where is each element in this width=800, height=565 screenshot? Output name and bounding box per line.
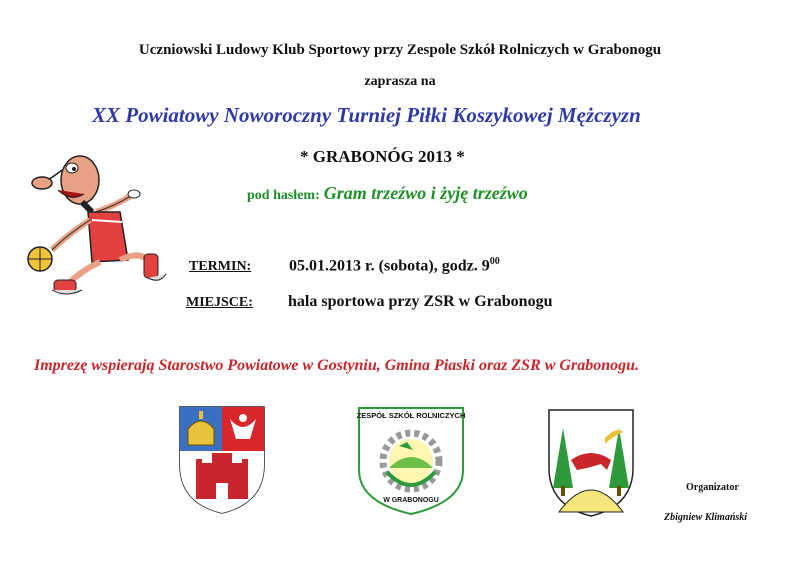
basketball-player-illustration [22, 150, 172, 302]
sponsors-text: Imprezę wspierają Starostwo Powiatowe w Gostyniu, Gmina Piaski oraz ZSR w Grabonogu. [34, 357, 639, 374]
termin-value: 05.01.2013 r. (sobota), godz. 9 [289, 257, 490, 275]
slogan-label: pod hasłem: [247, 188, 320, 203]
miejsce-value: hala sportowa przy ZSR w Grabonogu [288, 293, 553, 310]
termin-label: TERMIN: [189, 259, 252, 275]
school-emblem-bottom-text: W GRABONOGU [383, 497, 439, 504]
slogan-text: Gram trzeźwo i żyję trzeźwo [323, 183, 528, 203]
tournament-title: XX Powiatowy Noworoczny Turniej Piłki Koszykowej Mężczyzn [92, 103, 641, 127]
school-emblem-top-text: ZESPÓŁ SZKÓŁ ROLNICZYCH [357, 411, 465, 420]
county-coat-of-arms [178, 405, 266, 515]
school-emblem [357, 406, 465, 516]
organizer-label: Organizator [686, 482, 739, 493]
slogan [247, 183, 528, 204]
miejsce-row [186, 293, 552, 311]
organizer-line: Uczniowski Ludowy Klub Sportowy przy Zespole Szkół Rolniczych w Grabonogu [138, 42, 662, 58]
place-year: * GRABONÓG 2013 * [300, 147, 465, 166]
miejsce-label: MIEJSCE: [186, 295, 253, 310]
organizer-name: Zbigniew Klimański [664, 512, 748, 523]
invites-text: zaprasza na [364, 74, 436, 89]
termin-minutes: 00 [489, 256, 500, 267]
commune-coat-of-arms [547, 408, 635, 518]
termin-row [189, 256, 500, 275]
